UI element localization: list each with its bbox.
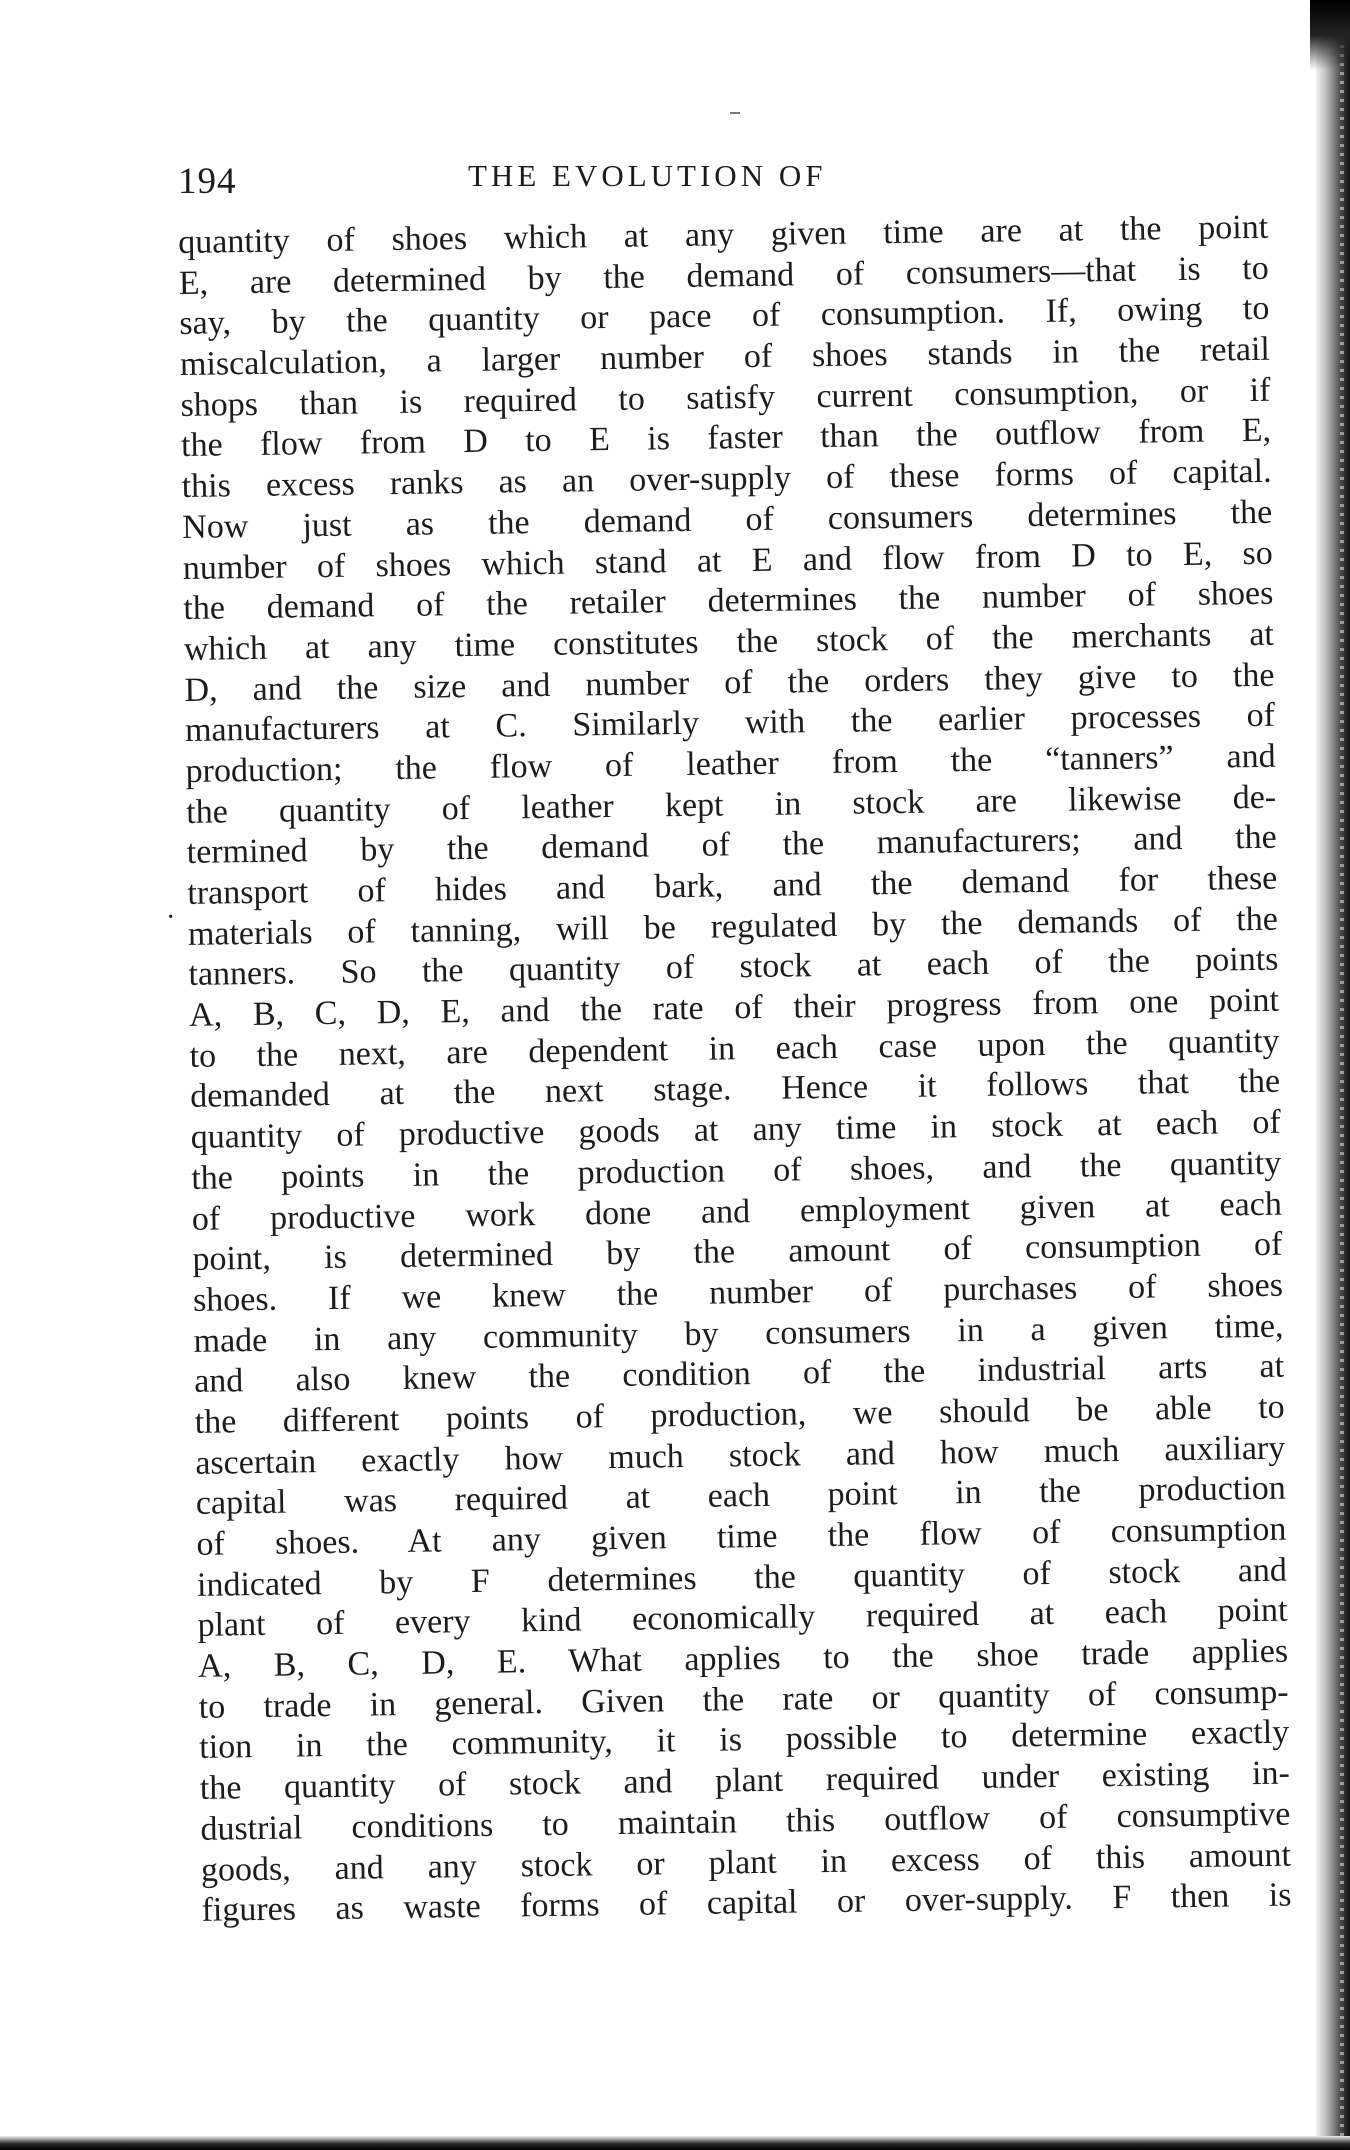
text-line: number of shoes which stand at E and flow from D to E, so	[182, 534, 1273, 587]
text-line: dustrial conditions to maintain this outflow of consumptive	[200, 1795, 1291, 1848]
text-line: E, are determined by the demand of consumers—that is to	[178, 249, 1269, 302]
page-number: 194	[178, 161, 237, 202]
text-line: tanners. So the quantity of stock at each of the points	[188, 941, 1279, 994]
text-line: the different points of production, we should be able to	[194, 1388, 1285, 1441]
text-line: D, and the size and number of the orders they give to the	[184, 656, 1275, 709]
running-head: THE EVOLUTION OF	[468, 158, 827, 193]
text-line: quantity of productive goods at any time in stock at each of	[190, 1103, 1281, 1157]
print-mark	[730, 112, 740, 114]
text-line: and also knew the condition of the industrial arts at	[193, 1347, 1285, 1401]
page-header	[178, 150, 1268, 210]
text-line: materials of tanning, will be regulated by the demands of the	[187, 900, 1279, 953]
text-line: goods, and any stock or plant in excess of this amount	[200, 1836, 1292, 1889]
text-line: to the next, are dependent in each case upon the quantity	[189, 1022, 1280, 1075]
text-line: of productive work done and employment given at each	[191, 1185, 1283, 1238]
text-line: miscalculation, a larger number of shoes stands in the retail	[179, 330, 1271, 384]
margin-dot: ·	[166, 902, 176, 933]
text-line: of shoes. At any given time the flow of consumption	[196, 1510, 1287, 1563]
page-corner-shadow	[1310, 0, 1350, 70]
text-line: capital was required at each point in the production	[195, 1469, 1287, 1523]
text-line: plant of every kind economically required at each point	[197, 1592, 1288, 1645]
text-line: indicated by F determines the quantity of stock and	[196, 1551, 1288, 1604]
text-line: say, by the quantity or pace of consumption. If, owing to	[179, 290, 1270, 343]
text-line: Now just as the demand of consumers determines the	[181, 493, 1273, 546]
text-line: shoes. If we knew the number of purchases of shoes	[192, 1266, 1284, 1319]
text-line: the demand of the retailer determines the number of shoes	[183, 574, 1274, 628]
text-line: ascertain exactly how much stock and how much auxiliary	[195, 1429, 1286, 1482]
text-line: demanded at the next stage. Hence it follows that the	[189, 1063, 1281, 1116]
page-edge-texture	[1340, 0, 1344, 2150]
text-line: manufacturers at C. Similarly with the earlier processes of	[184, 696, 1276, 750]
text-line: the points in the production of shoes, and the quantity	[191, 1144, 1282, 1197]
text-line: termined by the demand of the manufacturers; and the	[186, 819, 1277, 872]
text-line: to trade in general. Given the rate or quantity of consump-	[198, 1673, 1289, 1726]
text-line: the quantity of leather kept in stock are likewise de-	[185, 778, 1277, 831]
page-bottom-edge	[0, 2136, 1350, 2150]
text-line: figures as waste forms of capital or over-supply. F then is	[201, 1876, 1292, 1930]
text-line: quantity of shoes which at any given time are at the point	[178, 208, 1269, 261]
text-line: transport of hides and bark, and the demand for these	[187, 859, 1278, 912]
text-line: which at any time constitutes the stock of the merchants at	[183, 615, 1275, 668]
text-line: production; the flow of leather from the “tanners” and	[185, 737, 1276, 790]
text-line: point, is determined by the amount of consumption of	[192, 1225, 1283, 1279]
text-line: shops than is required to satisfy current consumption, or if	[180, 371, 1271, 424]
body-text	[178, 208, 1292, 1932]
text-line: tion in the community, it is possible to determine exactly	[199, 1714, 1290, 1767]
text-line: made in any community by consumers in a given time,	[193, 1307, 1284, 1360]
page-edge-shadow	[1316, 0, 1350, 2150]
text-line: A, B, C, D, E, and the rate of their progress from one point	[188, 981, 1280, 1034]
text-line: the quantity of stock and plant required under existing in-	[199, 1754, 1291, 1807]
text-line: A, B, C, D, E. What applies to the shoe trade applies	[197, 1632, 1289, 1685]
text-line: the flow from D to E is faster than the outflow from E,	[180, 412, 1272, 465]
text-line: this excess ranks as an over-supply of these forms of capital.	[181, 452, 1272, 506]
